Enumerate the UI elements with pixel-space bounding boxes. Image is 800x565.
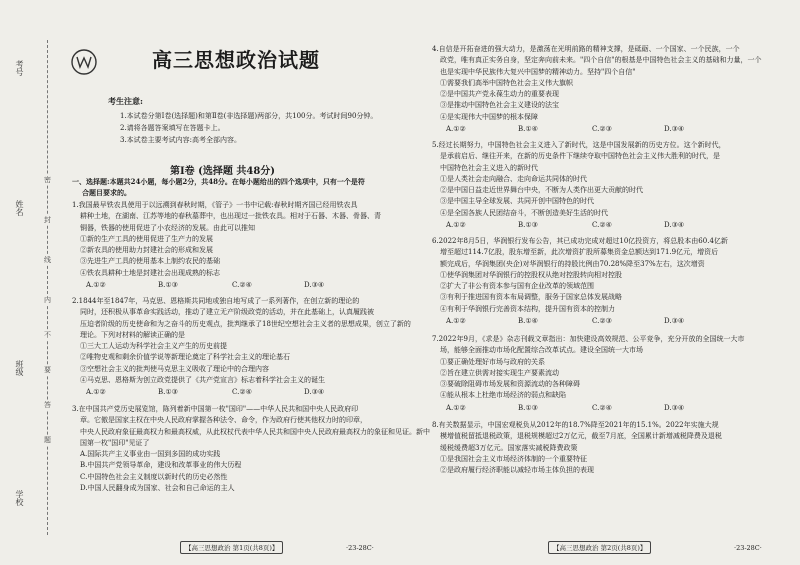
- answer-choice: B.①③: [158, 281, 178, 289]
- option: ③要破除阻碍市场发展和资源流动的各种障碍: [440, 380, 580, 389]
- question-line: 模增值税留抵退税政策，退税规模超过2万亿元，截至7月底，全国累计新增减税降费及退税: [440, 432, 722, 441]
- question-6: [432, 236, 728, 315]
- notice-heading: 考生注意:: [108, 96, 143, 106]
- seal-char: 答: [44, 401, 51, 409]
- answer-choice: C.②④: [592, 221, 612, 229]
- answer-choice: D.③④: [664, 125, 685, 133]
- footer-code: ·23-28C·: [346, 544, 374, 552]
- option: ④是实现伟大中国梦的根本保障: [440, 112, 538, 121]
- answer-choice: D.③④: [304, 281, 325, 289]
- seal-char: 线: [44, 256, 51, 264]
- question-7: [432, 334, 744, 402]
- answer-choice: C.②④: [232, 281, 252, 289]
- question-line: 7.2022年9月，《求是》杂志刊载文章指出：加快建设高效规范、公平竞争，充分开放的全国统一大市: [432, 335, 745, 343]
- notice-line: 2.请将各题答案填写在答题卡上。: [120, 124, 225, 132]
- option: ①需要我们高举中国特色社会主义伟大旗帜: [440, 78, 573, 87]
- answer-choice: B.①④: [518, 125, 538, 133]
- question-line: 铜器，铁器的使用促进了小农经济的发展。由此可以推知: [80, 223, 255, 232]
- question-line: 压迫者阶级的历史使命和为之奋斗的历史观点，批判继承了18世纪空想社会主义者的思想成果，创立了新的: [80, 319, 411, 328]
- school-label: 学校: [15, 490, 24, 506]
- publisher-logo-icon: [70, 48, 98, 76]
- seal-char: 封: [44, 216, 51, 224]
- option: ②扩大了非公有资本参与国有企业改革的领域范围: [440, 282, 594, 291]
- answer-choice: D.③④: [664, 221, 685, 229]
- answer-choice: D.③④: [664, 317, 685, 325]
- instruction-line: 一、选择题:本题共24小题，每小题2分，共48分。在每小题给出的四个选项中，只有一个是符: [72, 177, 365, 186]
- option: ①是人类社会走向融合、走向命运共同体的时代: [440, 174, 587, 183]
- answer-choice: B.①③: [158, 388, 178, 396]
- answer-choice: D.③④: [304, 388, 325, 396]
- notice-list: [120, 110, 377, 146]
- question-8: [432, 420, 722, 476]
- question-line: 政党，唯有真正实务自身，坚定奔向前未来。"四个自信"的根基是中国特色社会主义的基础和力量，一个: [440, 56, 762, 65]
- question-line: 章。它傲是国家主权在中央人民政府掌握各种法令、命令，作为政府行使其他权力时的印章，: [80, 416, 367, 425]
- question-line: 也是实现中华民族伟大复兴中国梦的精神动力。坚持"四个自信": [440, 67, 636, 76]
- notice-line: 1.本试卷分第Ⅰ卷(选择题)和第Ⅱ卷(非选择题)两部分，共100分。考试时间90分钟。: [120, 112, 378, 120]
- option: ②是中国共产党永葆生动力的重要表现: [440, 90, 559, 99]
- question-2: [72, 296, 411, 386]
- question-line: 3.在中国共产党历史展览馆，陈列着新中国第一枚"国印"——中华人民共和国中央人民政府印: [72, 405, 359, 413]
- section-title: 第Ⅰ卷 (选择题 共48分): [170, 166, 276, 177]
- page-title: 高三思想政治试题: [152, 48, 320, 72]
- option: ①三大工人运动为科学社会主义产生的历史前提: [80, 342, 227, 351]
- question-line: 2.1844年至1847年，马克思、恩格斯共同地或独自地写成了一系列著作，在创立新的理论的: [72, 297, 360, 305]
- option: ①是我国社会主义市场经济体制的一个重要特征: [440, 454, 587, 463]
- option: ④有利于华润银行完善资本结构，提升国有资本的控制力: [440, 304, 615, 313]
- option: D.中国人民翻身成为国家、社会和自己命运的主人: [80, 484, 235, 493]
- answer-choice: B.①③: [518, 221, 538, 229]
- option: B.中国共产党领导革命，建设和改革事业的伟大历程: [80, 461, 242, 470]
- answer-choice: C.②③: [592, 125, 612, 133]
- question-5: [432, 140, 726, 219]
- answer-choice: C.②④: [232, 388, 252, 396]
- answer-choice: B.①③: [518, 404, 538, 412]
- seal-char: 内: [44, 296, 51, 304]
- option: ③先进生产工具的使用基本上制约农民的基础: [80, 257, 220, 266]
- binding-margin: [0, 0, 62, 565]
- answer-choice: B.①④: [518, 317, 538, 325]
- question-line: 5.经过长期努力，中国特色社会主义进入了新时代，这是中国发展新的历史方位。这个新时代，: [432, 141, 726, 149]
- option: ②是政府履行经济职能以减轻市场主体负担的表现: [440, 466, 594, 475]
- question-line: 1.我国最早铁农具使用于以远溯到春秋时期，《管子》一书中记载:春秋时期齐国已经用铁农具: [72, 201, 358, 209]
- answer-choice: D.③④: [664, 404, 685, 412]
- option: ②是中国日益走近世界舞台中央，不断为人类作出更大贡献的时代: [440, 186, 643, 195]
- question-line: 耕种土地，在湖南、江苏等地的春秋墓葬中，也出现过一批铁农具。相对于石器、木器、骨器、青: [80, 212, 381, 221]
- answer-choice: A.①②: [446, 221, 466, 229]
- option: ②新农具的使用助力封建社会的形成和发展: [80, 246, 213, 255]
- question-line: 中国特色社会主义进入的新时代: [440, 163, 538, 172]
- answer-choice: A.①②: [446, 404, 466, 412]
- exam-no-label: 考号: [15, 60, 24, 76]
- class-label: 班级: [15, 360, 24, 376]
- option: ③是推动中国特色社会主义建设的法宝: [440, 101, 559, 110]
- seal-char: 不: [44, 331, 51, 339]
- name-label: 姓名: [15, 200, 24, 216]
- question-4: [432, 44, 761, 123]
- answer-choice: C.②③: [592, 317, 612, 325]
- question-line: 8.有关数据显示，中国宏观税负从2012年的18.7%降至2021年的15.1%。2022年实施大规: [432, 421, 719, 429]
- answer-choice: A.①②: [446, 317, 466, 325]
- footer-code: ·23-28C·: [734, 544, 762, 552]
- option: ③有利于推进国有资本布局调整，服务于国家总体发展战略: [440, 293, 622, 302]
- option: ②唯物史观和剩余价值学说等新理论奠定了科学社会主义的理论基石: [80, 353, 290, 362]
- answer-choice: A.①②: [86, 388, 106, 396]
- question-1: [72, 200, 381, 279]
- option: ①使华润集团对华润银行的控股权从绝对控股转向相对控股: [440, 270, 622, 279]
- seal-char: 要: [44, 366, 51, 374]
- question-line: 是承前启后、继往开来，在新的历史条件下继续夺取中国特色社会主义伟大胜利的时代，是: [440, 152, 720, 161]
- seal-char: 密: [44, 176, 51, 184]
- answer-choice: C.②④: [592, 404, 612, 412]
- option: ③是中国主导全球发展、共同开创中国特色的时代: [440, 197, 594, 206]
- option: ④马克思、恩格斯为创立政党提供了《共产党宣言》标志着科学社会主义的诞生: [80, 376, 325, 385]
- option: ④是全国各族人民团结奋斗，不断创造美好生活的时代: [440, 208, 608, 217]
- option: C.中国特色社会主义制度以新时代的历史必然性: [80, 472, 228, 481]
- footer-page-label: 【高三思想政治 第1页(共8页)】: [180, 541, 283, 554]
- question-line: 增至超过114.7亿股，股东增至新，此次增资扩股所募集资金总额达到171.9亿元，增资后: [440, 248, 719, 257]
- question-line: 缓税缓费超3万亿元。国家落实减税降费政策: [440, 443, 578, 452]
- question-line: 国第一枚"国印"见证了: [80, 438, 150, 447]
- notice-line: 3.本试卷主要考试内容:高考全部内容。: [120, 136, 242, 144]
- footer-page-label: 【高三思想政治 第2页(共8页)】: [548, 541, 651, 554]
- option: ②旨在建立供需对接实现生产要素流动: [440, 368, 559, 377]
- option: A.国际共产主义事业由一国到多国的成功实践: [80, 450, 221, 459]
- option: ④铁农具耕种土地是封建社会出现成熟的标志: [80, 268, 220, 277]
- instruction-line: 合题目要求的。: [82, 188, 131, 198]
- seal-char: 题: [44, 436, 51, 444]
- question-line: 6.2022年8月5日，华润银行发布公告，其已成功完成对超过10亿投资方，将总股本由60.4亿新: [432, 237, 728, 245]
- question-line: 同时，还积极从事革命实践活动，推动了建立无产阶级政党的活动，并在此基础上，认真履践被: [80, 308, 374, 317]
- option: ①要正确处理好市场与政府的关系: [440, 357, 545, 366]
- question-line: 4.自信是开拓奋进的强大动力，是激荡在光明前路的精神支撑，是砥砺、一个国家、一个民族，一个: [432, 45, 740, 53]
- option: ①新的生产工具的使用促进了生产力的发展: [80, 234, 213, 243]
- question-line: 中央人民政府象征最高权力和最高权威，从此权杖代表中华人民共和国中央人民政府最高权力的象征和见证。新中: [80, 427, 430, 436]
- option: ③空想社会主义的批判使马克思主义吸收了理论中的合理内容: [80, 364, 269, 373]
- seal-line: [47, 40, 48, 535]
- answer-choice: A.①②: [86, 281, 106, 289]
- question-line: 场，能够全面推动市场化配置综合改革试点。建设全国统一大市场: [440, 346, 643, 355]
- option: ④能从根本上杜绝市场经济的弱点和缺陷: [440, 391, 566, 400]
- section-instruction: [72, 176, 365, 199]
- question-line: 额完成后，华润集团(央企)对华润银行的持股比例由70.28%降至37%左右，这次增资: [440, 259, 705, 268]
- question-line: 理论。下列对材料的解读正确的是: [80, 330, 185, 339]
- answer-choice: A.①②: [446, 125, 466, 133]
- question-3: [72, 404, 430, 494]
